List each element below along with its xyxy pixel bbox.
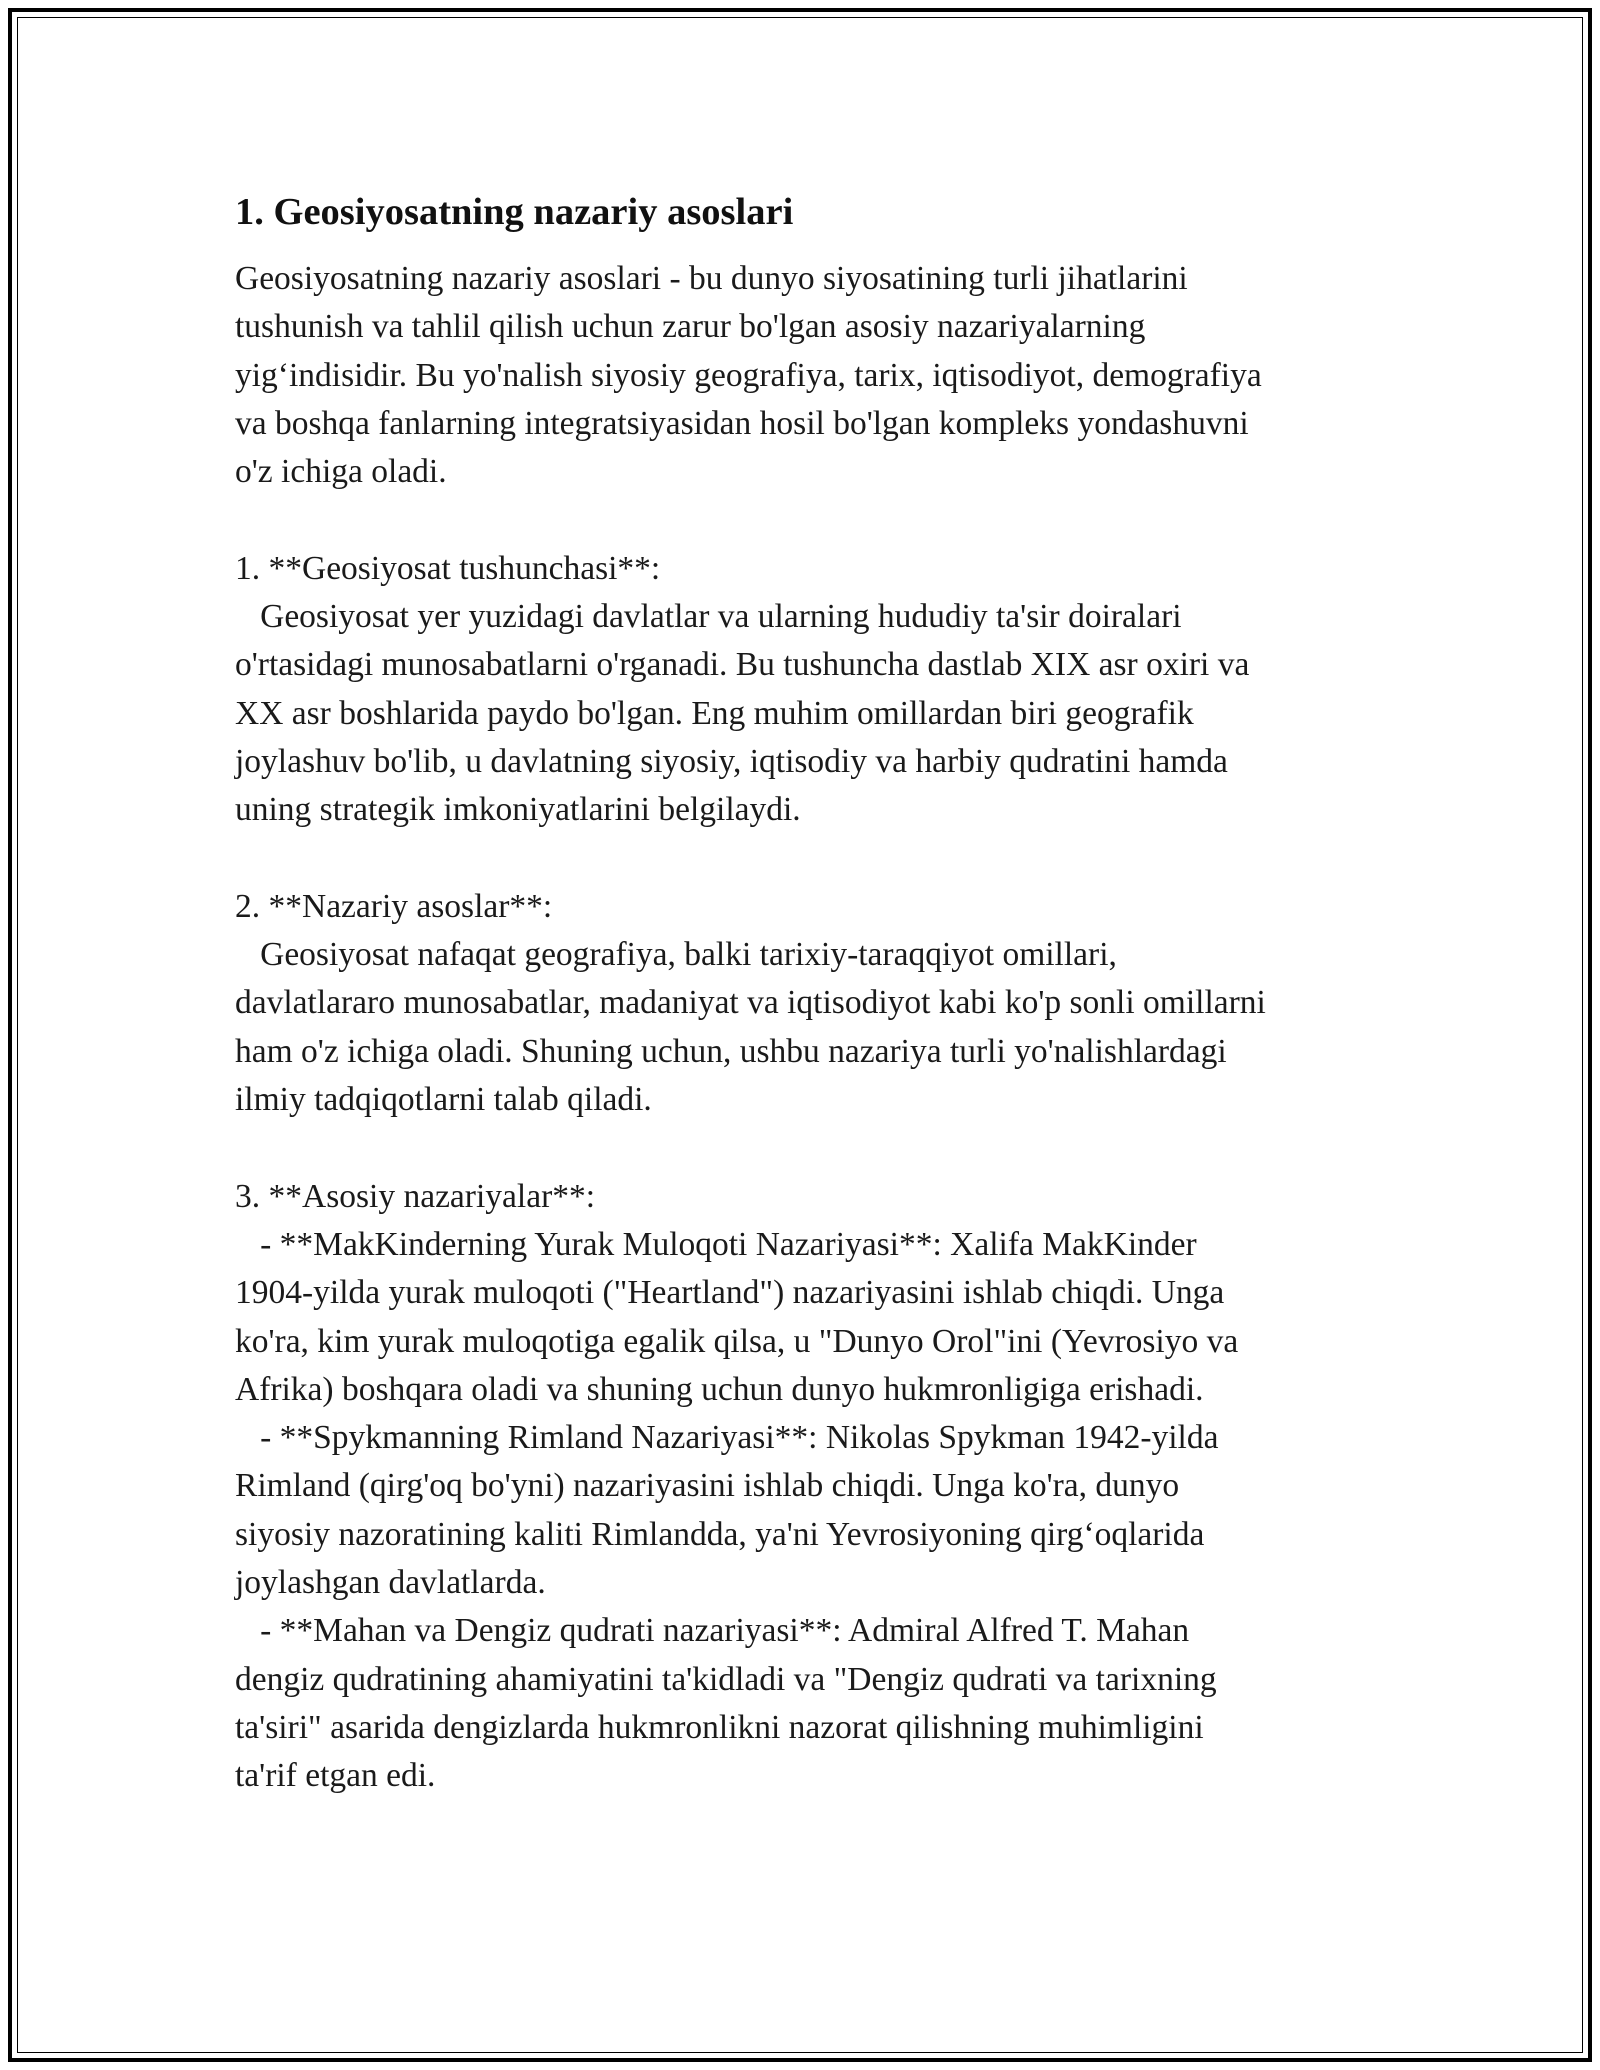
document-title: 1. Geosiyosatning nazariy asoslari [235,191,794,233]
document-body: Geosiyosatning nazariy asoslari - bu dunyo siyosatining turli jihatlarini tushunish va tahlil qilish uchun zarur bo'lgan asosiy nazariyalarning yig‘indisidir. Bu yo'nalish siyosiy geografiya, tarix, iqtisodiyot, demografiya va boshqa fanlarning integratsiyasidan hosil bo'lgan kompleks yondashuvni o'z ichiga oladi. 1. **Geosiyosat tushunchasi**: Geosiyosat yer yuzidagi davlatlar va ularning hududiy ta'sir doiralari o'rtasidagi munosabatlarni o'rganadi. Bu tushuncha dastlab XIX asr oxiri va XX asr boshlarida paydo bo'lgan. Eng muhim omillardan biri geografik joylashuv bo'lib, u davlatning siyosiy, iqtisodiy va harbiy qudratini hamda uning strategik imkoniyatlarini belgilaydi. 2. **Nazariy asoslar**: Geosiyosat nafaqat geografiya, balki tarixiy-taraqqiyot omillari, davlatlararo munosabatlar, madaniyat va iqtisodiyot kabi ko'p sonli omillarni ham o'z ichiga oladi. Shuning uchun, ushbu nazariya turli yo'nalishlardagi ilmiy tadqiqotlarni talab qiladi. 3. **Asosiy nazariyalar**: - **MakKinderning Yurak Muloqoti Nazariyasi**: Xalifa MakKinder 1904-yilda yurak muloqoti ("Heartland") nazariyasini ishlab chiqdi. Unga ko'ra, kim yurak muloqotiga egalik qilsa, u "Dunyo Orol"ini (Yevrosiyo va Afrika) boshqara oladi va shuning uchun dunyo hukmronligiga erishadi. - **Spykmanning Rimland Nazariyasi**: Nikolas Spykman 1942-yilda Rimland (qirg'oq bo'yni) nazariyasini ishlab chiqdi. Unga ko'ra, dunyo siyosiy nazoratining kaliti Rimlandda, ya'ni Yevrosiyoning qirg‘oqlarida joylashgan davlatlarda. - **Mahan va Dengiz qudrati nazariyasi**: Admiral Alfred T. Mahan dengiz qudratining ahamiyatini ta'kidladi va "Dengiz qudrati va tarixning ta'siri" asarida dengizlarda hukmronlikni nazorat qilishning muhimligini ta'rif etgan edi. [235,260,1266,1795]
document-page [235,186,1415,1801]
